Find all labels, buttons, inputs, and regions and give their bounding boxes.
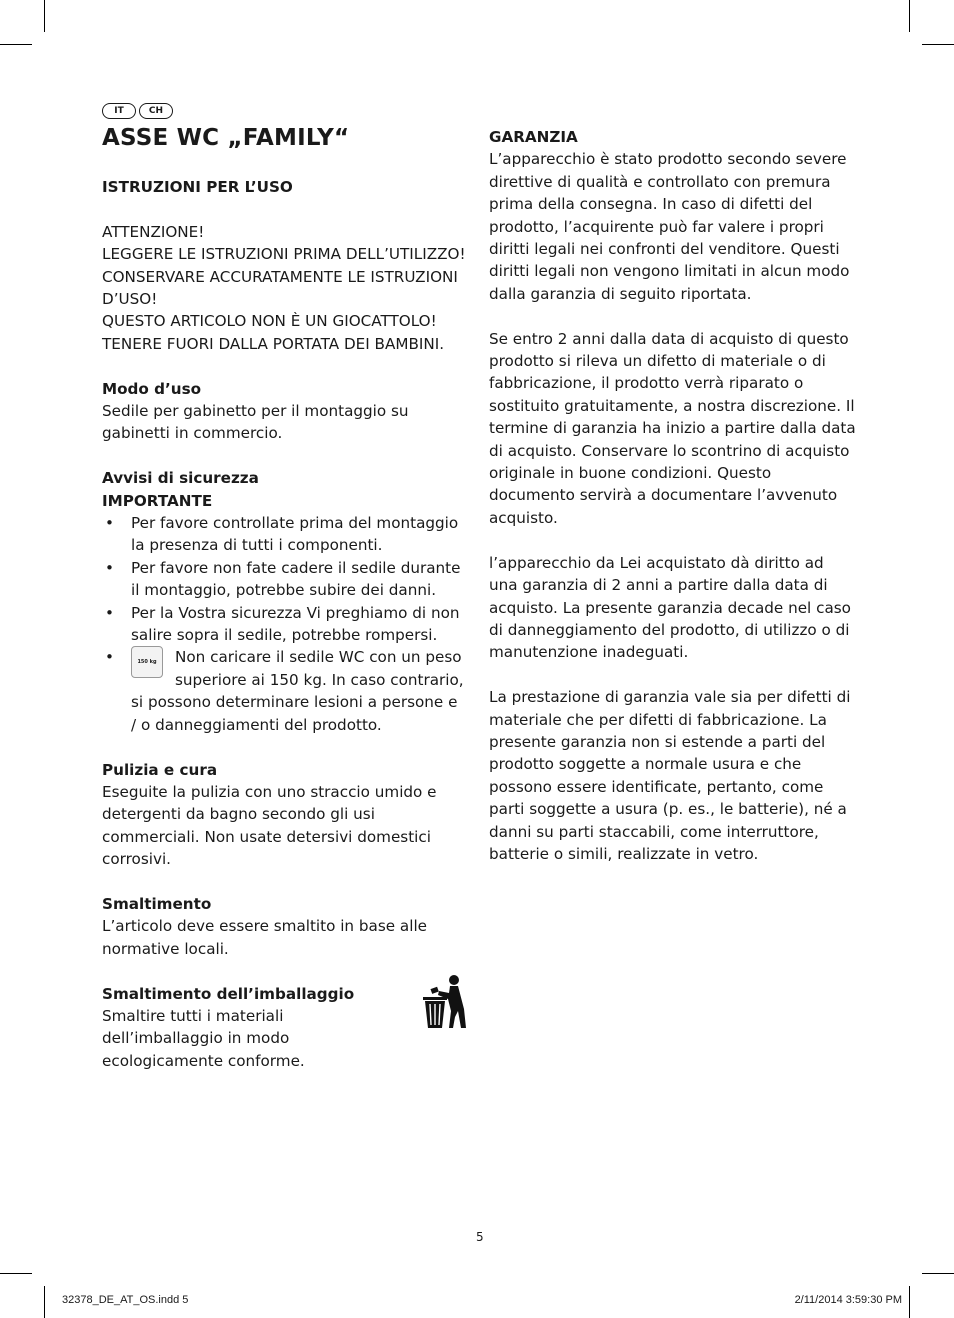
warning-line: TENERE FUORI DALLA PORTATA DEI BAMBINI. (102, 334, 445, 353)
right-column (489, 126, 857, 865)
language-badge-it: IT (102, 103, 136, 119)
max-weight-icon (131, 646, 163, 678)
usage-heading: Modo d’uso (102, 379, 202, 398)
crop-mark (922, 44, 954, 45)
warning-line: QUESTO ARTICOLO NON È UN GIOCATTOLO! (102, 312, 437, 331)
crop-mark (922, 1273, 954, 1274)
footer-datetime: 2/11/2014 3:59:30 PM (794, 1294, 902, 1306)
warranty-paragraph: l’apparecchio da Lei acquistato dà diritto ad una garanzia di 2 anni a partire dalla data di acquisto. La presente garanzia decade nel caso di danneggiamento del prodotto, di utilizzo o di manutenzione inadeguati. (489, 553, 851, 662)
instructions-heading: ISTRUZIONI PER L’USO (102, 178, 293, 196)
crop-mark (0, 44, 32, 45)
safety-heading: Avvisi di sicurezza (102, 469, 259, 488)
list-item (102, 512, 467, 557)
warning-line: CONSERVARE ACCURATAMENTE LE ISTRUZIONI (102, 267, 458, 286)
language-badges (102, 103, 176, 119)
disposal-heading: Smaltimento (102, 894, 212, 913)
cleaning-heading: Pulizia e cura (102, 760, 218, 779)
page-number: 5 (476, 1230, 484, 1244)
warranty-paragraph: Se entro 2 anni dalla data di acquisto di questo prodotto si rileva un difetto di materiale o di fabbricazione, il prodotto verrà riparato o sostituito gratuitamente, a nostra discrezione. Il termine di garanzia ha inizio a partire dalla data di acquisto. Conservare lo scontrino di acquisto originale in buone condizioni. Questo documento servirà a documentare l’avvenuto acquisto. (489, 329, 856, 527)
usage-text: Sedile per gabinetto per il montaggio su gabinetti in commercio. (102, 402, 409, 443)
footer-filename: 32378_DE_AT_OS.indd 5 (62, 1294, 189, 1306)
safety-item-text: Per favore non fate cadere il sedile durante il montaggio, potrebbe subire dei danni. (131, 558, 461, 600)
safety-item-text: Non caricare il sedile WC con un peso superiore ai 150 kg. In caso contrario, si possono determinare lesioni a persone e / o danneggiamenti del prodotto. (131, 648, 464, 734)
recycle-bin-icon (420, 973, 468, 1035)
crop-mark (0, 1273, 32, 1274)
disposal-text: L’articolo deve essere smaltito in base alle normative locali. (102, 917, 428, 958)
list-item (102, 646, 467, 736)
max-weight-label: • 150 kg (137, 659, 157, 666)
important-label: IMPORTANTE (102, 491, 213, 510)
left-column (102, 176, 467, 1072)
safety-list (102, 512, 467, 736)
warning-line: LEGGERE LE ISTRUZIONI PRIMA DELL’UTILIZZO! (102, 245, 466, 264)
packaging-disposal-heading: Smaltimento dell’imballaggio (102, 984, 355, 1003)
crop-mark (909, 0, 910, 32)
language-badge-ch: CH (139, 103, 173, 119)
packaging-disposal-text: Smaltire tutti i materiali dell’imballaggio in modo ecologicamente conforme. (102, 1006, 305, 1070)
safety-item-text: Per la Vostra sicurezza Vi preghiamo di non salire sopra il sedile, potrebbe rompersi. (131, 603, 460, 645)
cleaning-text: Eseguite la pulizia con uno straccio umido e detergenti da bagno secondo gli usi commerciali. Non usate detersivi domestici corrosivi. (102, 782, 437, 869)
warranty-heading: GARANZIA (489, 128, 578, 146)
crop-mark (44, 0, 45, 32)
warning-line: D’USO! (102, 290, 158, 309)
crop-mark (909, 1286, 910, 1318)
crop-mark (44, 1286, 45, 1318)
document-title: ASSE WC „FAMILY“ (102, 125, 350, 151)
list-item (102, 602, 467, 647)
safety-item-text: Per favore controllate prima del montaggio la presenza di tutti i componenti. (131, 514, 459, 555)
warranty-paragraph: L’apparecchio è stato prodotto secondo severe direttive di qualità e controllato con premura prima della consegna. In caso di difetti del prodotto, l’acquirente può far valere i propri diritti legali nei confronti del venditore. Questi diritti legali non vengono limitati in alcun modo dalla garanzia di seguito riportata. (489, 150, 850, 303)
warranty-paragraph: La prestazione di garanzia vale sia per difetti di materiale che per difetti di fabbricazione. La presente garanzia non si estende a parti del prodotto soggette a normale usura e che possono essere identificate, pertanto, come parti soggette a usura (p. es., le batterie), né a danni su parti staccabili, come interruttore, batterie o simili, realizzate in vetro. (489, 688, 851, 863)
warning-line: ATTENZIONE! (102, 222, 205, 241)
list-item (102, 557, 467, 602)
